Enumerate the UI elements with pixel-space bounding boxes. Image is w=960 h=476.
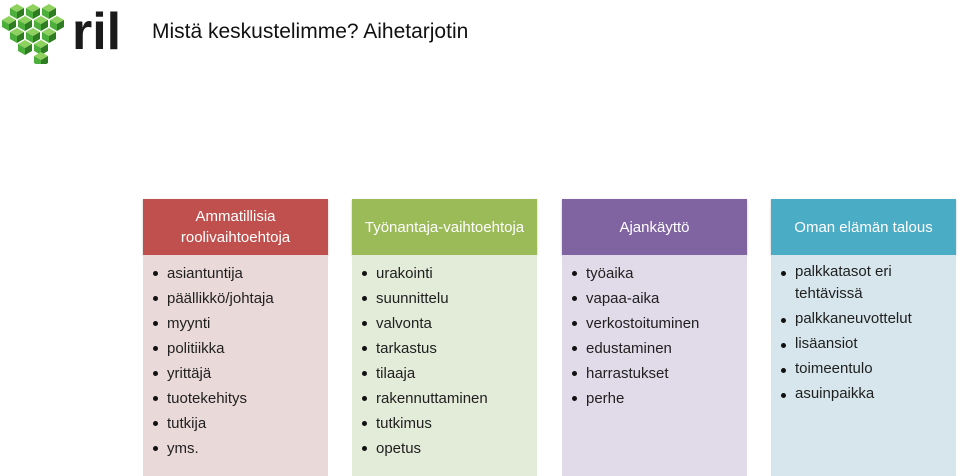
list-item: yrittäjä	[153, 361, 322, 386]
list-item: rakennuttaminen	[362, 386, 531, 411]
item-list	[572, 261, 741, 411]
list-item: myynti	[153, 311, 322, 336]
list-item: suunnittelu	[362, 286, 531, 311]
list-item: tutkija	[153, 411, 322, 436]
list-item: verkostoituminen	[572, 311, 741, 336]
column-professional-roles	[143, 199, 328, 476]
item-list	[362, 261, 531, 461]
list-item: vapaa-aika	[572, 286, 741, 311]
list-item: valvonta	[362, 311, 531, 336]
column-body	[143, 255, 328, 476]
list-item: tuotekehitys	[153, 386, 322, 411]
column-header: Ammatillisia roolivaihtoehtoja	[143, 199, 328, 255]
column-header: Oman elämän talous	[771, 199, 956, 255]
list-item: urakointi	[362, 261, 531, 286]
list-item: asuinpaikka	[781, 383, 950, 408]
list-item: palkkaneuvottelut	[781, 308, 950, 333]
ril-logo	[0, 0, 135, 64]
list-item: edustaminen	[572, 336, 741, 361]
list-item: palkkatasot eri tehtävissä	[781, 261, 950, 308]
column-body	[562, 255, 747, 476]
column-time-use	[562, 199, 747, 476]
list-item: tutkimus	[362, 411, 531, 436]
list-item: perhe	[572, 386, 741, 411]
page-title: Mistä keskustelimme? Aihetarjotin	[152, 20, 469, 43]
column-body	[771, 255, 956, 476]
list-item: toimeentulo	[781, 358, 950, 383]
item-list	[153, 261, 322, 461]
list-item: politiikka	[153, 336, 322, 361]
list-item: työaika	[572, 261, 741, 286]
logo-text: ril	[72, 3, 122, 61]
list-item: yms.	[153, 436, 322, 461]
column-personal-finance	[771, 199, 956, 476]
list-item: tarkastus	[362, 336, 531, 361]
list-item: asiantuntija	[153, 261, 322, 286]
item-list	[781, 261, 950, 408]
column-header: Työnantaja-vaihtoehtoja	[352, 199, 537, 255]
list-item: päällikkö/johtaja	[153, 286, 322, 311]
column-body	[352, 255, 537, 476]
list-item: tilaaja	[362, 361, 531, 386]
logo-cubes	[2, 4, 64, 64]
list-item: opetus	[362, 436, 531, 461]
column-employer-options	[352, 199, 537, 476]
list-item: lisäansiot	[781, 333, 950, 358]
column-header: Ajankäyttö	[562, 199, 747, 255]
list-item: harrastukset	[572, 361, 741, 386]
